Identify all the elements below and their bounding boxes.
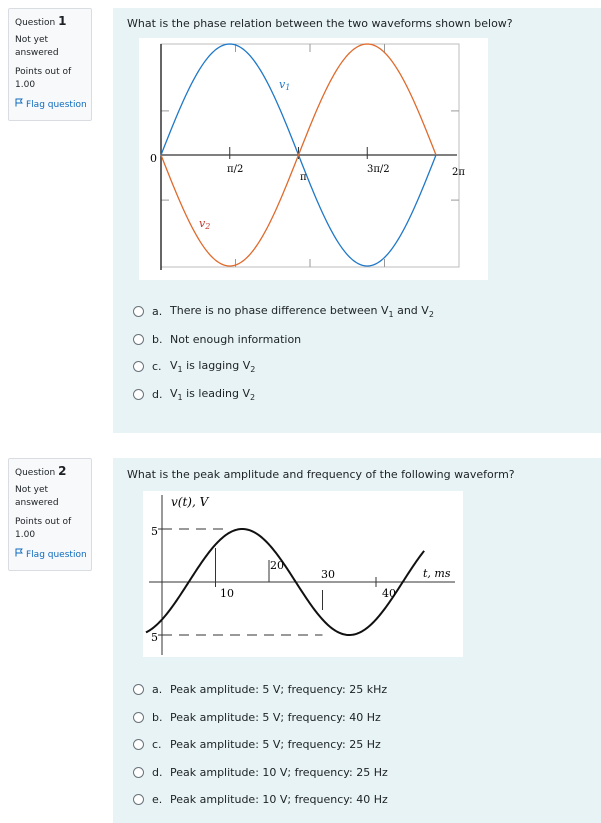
question-number: Question 1 [15,14,67,28]
y-axis-label: v(t), V [171,495,209,509]
answer-option-b[interactable]: b. Not enough information [133,326,434,354]
question-2-answers [133,676,388,814]
tick-label-40: 40 [382,587,396,600]
tick-label-3pi-over-2: 3π/2 [367,164,390,175]
series-label-v1: v1 [279,78,291,92]
radio-e[interactable] [133,794,144,805]
flag-icon [15,548,23,562]
question-2-content [113,458,601,823]
question-2-info [8,458,92,571]
tick-label-pi: π [300,172,307,183]
flag-question-label: Flag question [26,99,87,110]
answer-option-e[interactable]: e. Peak amplitude: 10 V; frequency: 40 Hz [133,786,388,814]
question-1-content [113,8,601,433]
tick-label-10: 10 [220,587,234,600]
answer-option-b[interactable]: b. Peak amplitude: 5 V; frequency: 40 Hz [133,704,388,732]
flag-question-label: Flag question [26,549,87,560]
question-1-answers [133,298,434,408]
answer-option-a[interactable]: a. There is no phase difference between $V_1$ and $V_2$ [133,298,434,326]
tick-label-20: 20 [270,559,284,572]
y-top-label: 5 [151,525,158,538]
flag-icon [15,98,23,112]
x-axis-label: t, ms [423,567,451,580]
option-d-label: $V_1$ is leading $V_2$ [170,386,256,402]
phase-waveform-figure [139,38,488,280]
option-a-label: There is no phase difference between $V_1$ and $V_2$ [170,304,434,320]
radio-d[interactable] [133,767,144,778]
radio-b[interactable] [133,712,144,723]
question-1-text: What is the phase relation between the two waveforms shown below? [127,17,513,30]
tick-label-pi-over-2: π/2 [227,164,244,175]
question-state: Not yet answered [15,485,59,508]
radio-d[interactable] [133,389,144,400]
origin-label: 0 [150,152,157,165]
radio-a[interactable] [133,684,144,695]
question-grade: Points out of 1.00 [15,517,72,540]
radio-a[interactable] [133,306,144,317]
y-bottom-label: 5 [151,631,158,644]
answer-option-c[interactable]: c. $V_1$ is lagging $V_2$ [133,353,434,381]
option-b-label: Not enough information [170,332,302,346]
answer-option-d[interactable]: d. $V_1$ is leading $V_2$ [133,381,434,409]
flag-question-button[interactable] [15,548,85,562]
answer-option-c[interactable]: c. Peak amplitude: 5 V; frequency: 25 Hz [133,731,388,759]
option-a-label: Peak amplitude: 5 V; frequency: 25 kHz [170,683,388,697]
option-c-label: $V_1$ is lagging $V_2$ [170,359,256,375]
tick-label-2pi: 2π [452,167,465,178]
radio-c[interactable] [133,361,144,372]
flag-question-button[interactable] [15,98,85,112]
sine-waveform-figure [143,491,463,657]
series-label-v2: v2 [199,217,211,231]
question-grade: Points out of 1.00 [15,67,72,90]
question-number: Question 2 [15,464,67,478]
question-state: Not yet answered [15,35,59,58]
option-e-label: Peak amplitude: 10 V; frequency: 40 Hz [170,793,388,807]
answer-option-d[interactable]: d. Peak amplitude: 10 V; frequency: 25 Hz [133,759,388,787]
tick-label-30: 30 [321,568,335,581]
question-1-info [8,8,92,121]
answer-option-a[interactable]: a. Peak amplitude: 5 V; frequency: 25 kHz [133,676,388,704]
question-2-text: What is the peak amplitude and frequency of the following waveform? [127,468,515,481]
radio-c[interactable] [133,739,144,750]
option-c-label: Peak amplitude: 5 V; frequency: 25 Hz [170,738,381,752]
option-d-label: Peak amplitude: 10 V; frequency: 25 Hz [170,765,388,779]
option-b-label: Peak amplitude: 5 V; frequency: 40 Hz [170,710,381,724]
radio-b[interactable] [133,334,144,345]
